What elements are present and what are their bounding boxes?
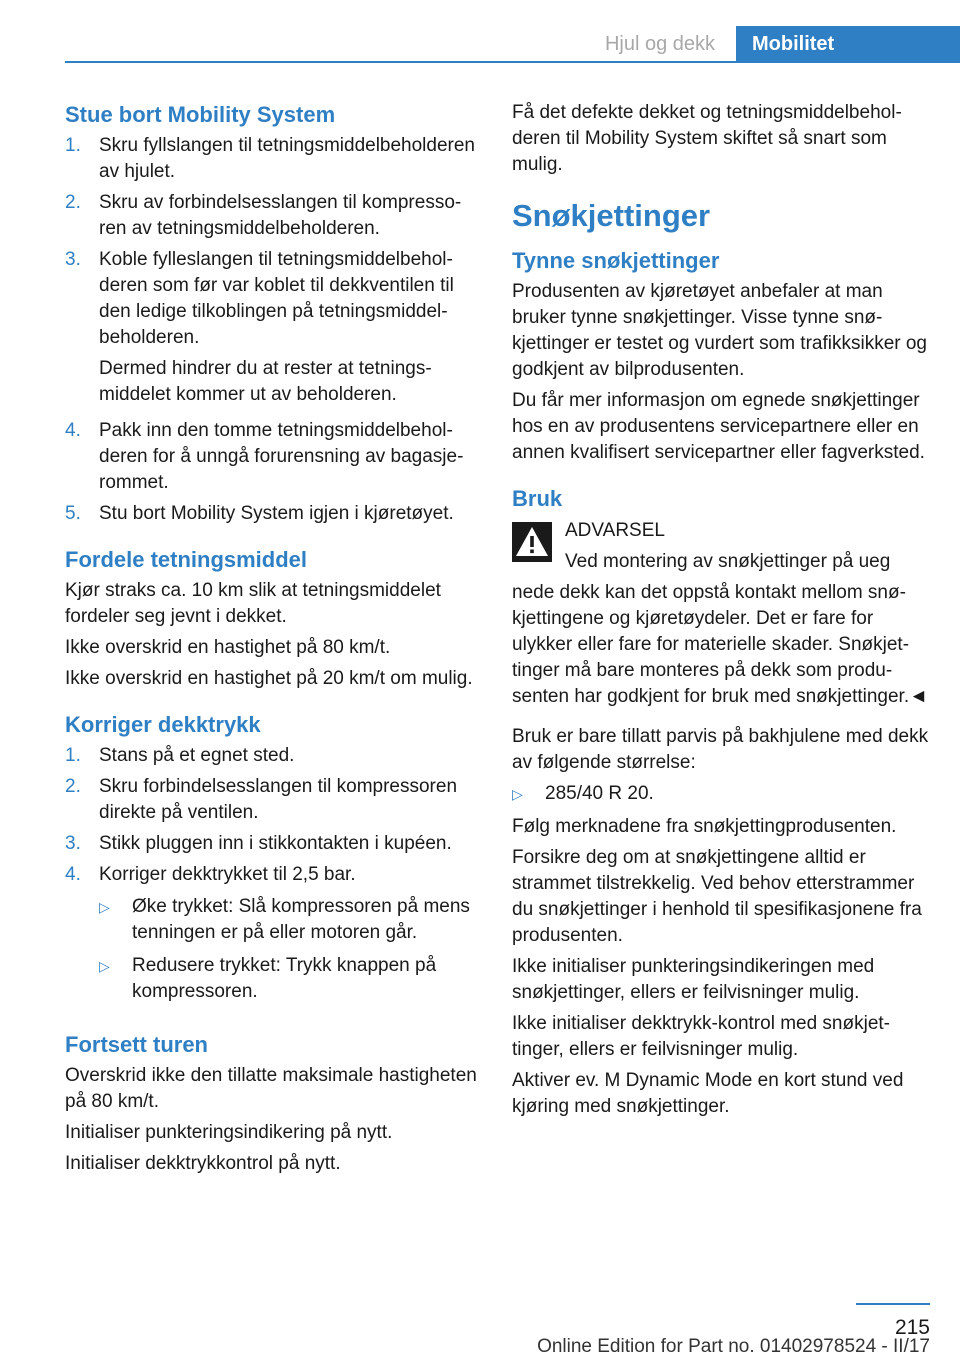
list-item [65,774,480,826]
triangle-right-icon: ▷ [512,786,523,802]
left-column [65,100,480,1182]
list-item [65,862,480,1012]
chapter-title-snow-chains: Snøkjettinger [512,198,711,233]
list-item [65,501,480,527]
step-number: 4. [65,864,81,885]
step-text: Pakk inn den tomme tetningsmiddelbeholderen for å unngå forurensning av bagasjerommet. [99,420,464,493]
warning-label: ADVARSEL [565,520,665,541]
warning-heads [565,518,930,580]
footer-rule [856,1303,930,1305]
paragraph: Ikke overskrid en hastighet på 20 km/t om mulig. [65,668,473,689]
list-item [65,133,480,185]
step-number: 4. [65,420,81,441]
heading-distribute: Fordele tetningsmiddel [65,547,308,572]
warning-text: nede dekk kan det oppstå kontakt mellom snøkjettingene og kjøretøydeler. Det er fare for ulykker eller fare for materielle skader. Snøkjettinger må bare monteres på dekk som produsenten har godkjent for bruk med snøkjettinger.◄ [512,582,928,707]
step-text: Skru fyllslangen til tetningsmiddelbeholderen av hjulet. [99,135,476,182]
step-text: Skru forbindelsesslangen til kompressoren direkte på ventilen. [99,776,458,823]
tire-size-list [512,781,930,807]
heading-thin-chains: Tynne snøkjettinger [512,248,720,273]
step-number: 1. [65,745,81,766]
stow-steps [65,133,480,527]
step-body [99,247,480,413]
step-note: Dermed hindrer du at rester at tetningsmiddelet kommer ut av beholderen. [99,358,432,405]
bullet-item [99,953,480,1005]
paragraph: Få det defekte dekket og tetningsmiddelbeholderen til Mobility System skiftet så snart som mulig. [512,102,902,175]
paragraph: Overskrid ikke den tillatte maksimale hastigheten på 80 km/t. [65,1065,477,1112]
step-body [99,862,480,1012]
paragraph: Initialiser dekktrykkontrol på nytt. [65,1153,341,1174]
step-number: 2. [65,192,81,213]
paragraph: Du får mer informasjon om egnede snøkjettinger hos en av produsentens servicepartnere eller en annen kvalifisert servicepartner eller fagverksted. [512,390,925,463]
heading-correct-pressure: Korriger dekktrykk [65,712,261,737]
warning-text-start: Ved montering av snøkjettinger på ueg [565,551,891,572]
bullet-item [99,894,480,946]
edition-footer: Online Edition for Part no. 01402978524 - II/17 [537,1336,930,1357]
step-text: Skru av forbindelsesslangen til kompressoren av tetningsmiddelbeholderen. [99,192,462,239]
list-item [65,831,480,857]
step-text: Stu bort Mobility System igjen i kjøretøyet. [99,503,454,524]
paragraph: Bruk er bare tillatt parvis på bakhjulene med dekk av følgende størrelse: [512,726,929,773]
list-item [65,743,480,769]
heading-use: Bruk [512,486,563,511]
step-text: Koble fylleslangen til tetningsmiddelbeholderen som før var koblet til dekkventilen til den ledige tilkoblingen på tetningsmiddelbeholderen. [99,249,454,348]
step-text: Stans på et egnet sted. [99,745,295,766]
step-text: Korriger dekktrykket til 2,5 bar. [99,864,356,885]
paragraph: Aktiver ev. M Dynamic Mode en kort stund ved kjøring med snøkjettinger. [512,1070,904,1117]
heading-continue: Fortsett turen [65,1032,208,1057]
paragraph: Initialiser punkteringsindikering på nytt. [65,1122,393,1143]
list-item [65,418,480,496]
step-number: 3. [65,249,81,270]
heading-stow: Stue bort Mobility System [65,102,336,127]
paragraph: Ikke overskrid en hastighet på 80 km/t. [65,637,391,658]
header-section-tab[interactable]: Hjul og dekk [604,32,716,55]
page-number: 215 [894,1316,930,1339]
step-number: 5. [65,503,81,524]
list-item [65,190,480,242]
paragraph: Produsenten av kjøretøyet anbefaler at man bruker tynne snøkjettinger. Visse tynne snøkjettinger er testet og vurdert som trafikksikker og godkjent av bilprodusenten. [512,281,927,380]
list-item [65,247,480,413]
bullet-item [512,781,930,807]
pressure-bullets [99,894,480,1005]
paragraph: Følg merknadene fra snøkjettingprodusenten. [512,816,897,837]
bullet-text: Redusere trykket: Trykk knappen på kompressoren. [132,955,437,1002]
step-number: 3. [65,833,81,854]
paragraph: Forsikre deg om at snøkjettingene alltid er strammet tilstrekkelig. Ved behov etterstrammer du snøkjettinger i henhold til spesifikasjonene fra produsenten. [512,847,922,946]
paragraph: Ikke initialiser dekktrykk-kontrol med snøkjettinger, ellers er feilvisninger mulig. [512,1013,890,1060]
right-column [512,100,930,1125]
warning-header [512,518,930,580]
triangle-right-icon: ▷ [99,958,110,974]
triangle-right-icon: ▷ [99,899,110,915]
step-number: 1. [65,135,81,156]
bullet-text: Øke trykket: Slå kompressoren på mens tenningen er på eller motoren går. [132,896,470,943]
step-number: 2. [65,776,81,797]
step-text: Stikk pluggen inn i stikkontakten i kupéen. [99,833,452,854]
bullet-text: 285/40 R 20. [545,783,654,804]
correct-steps [65,743,480,1012]
paragraph: Ikke initialiser punkteringsindikeringen med snøkjettinger, ellers er feilvisninger mulig. [512,956,875,1003]
paragraph: Kjør straks ca. 10 km slik at tetningsmiddelet fordeler seg jevnt i dekket. [65,580,441,627]
warning-box [512,518,930,710]
warning-triangle-icon [512,522,552,562]
header-chapter-tab[interactable]: Mobilitet [736,26,960,62]
